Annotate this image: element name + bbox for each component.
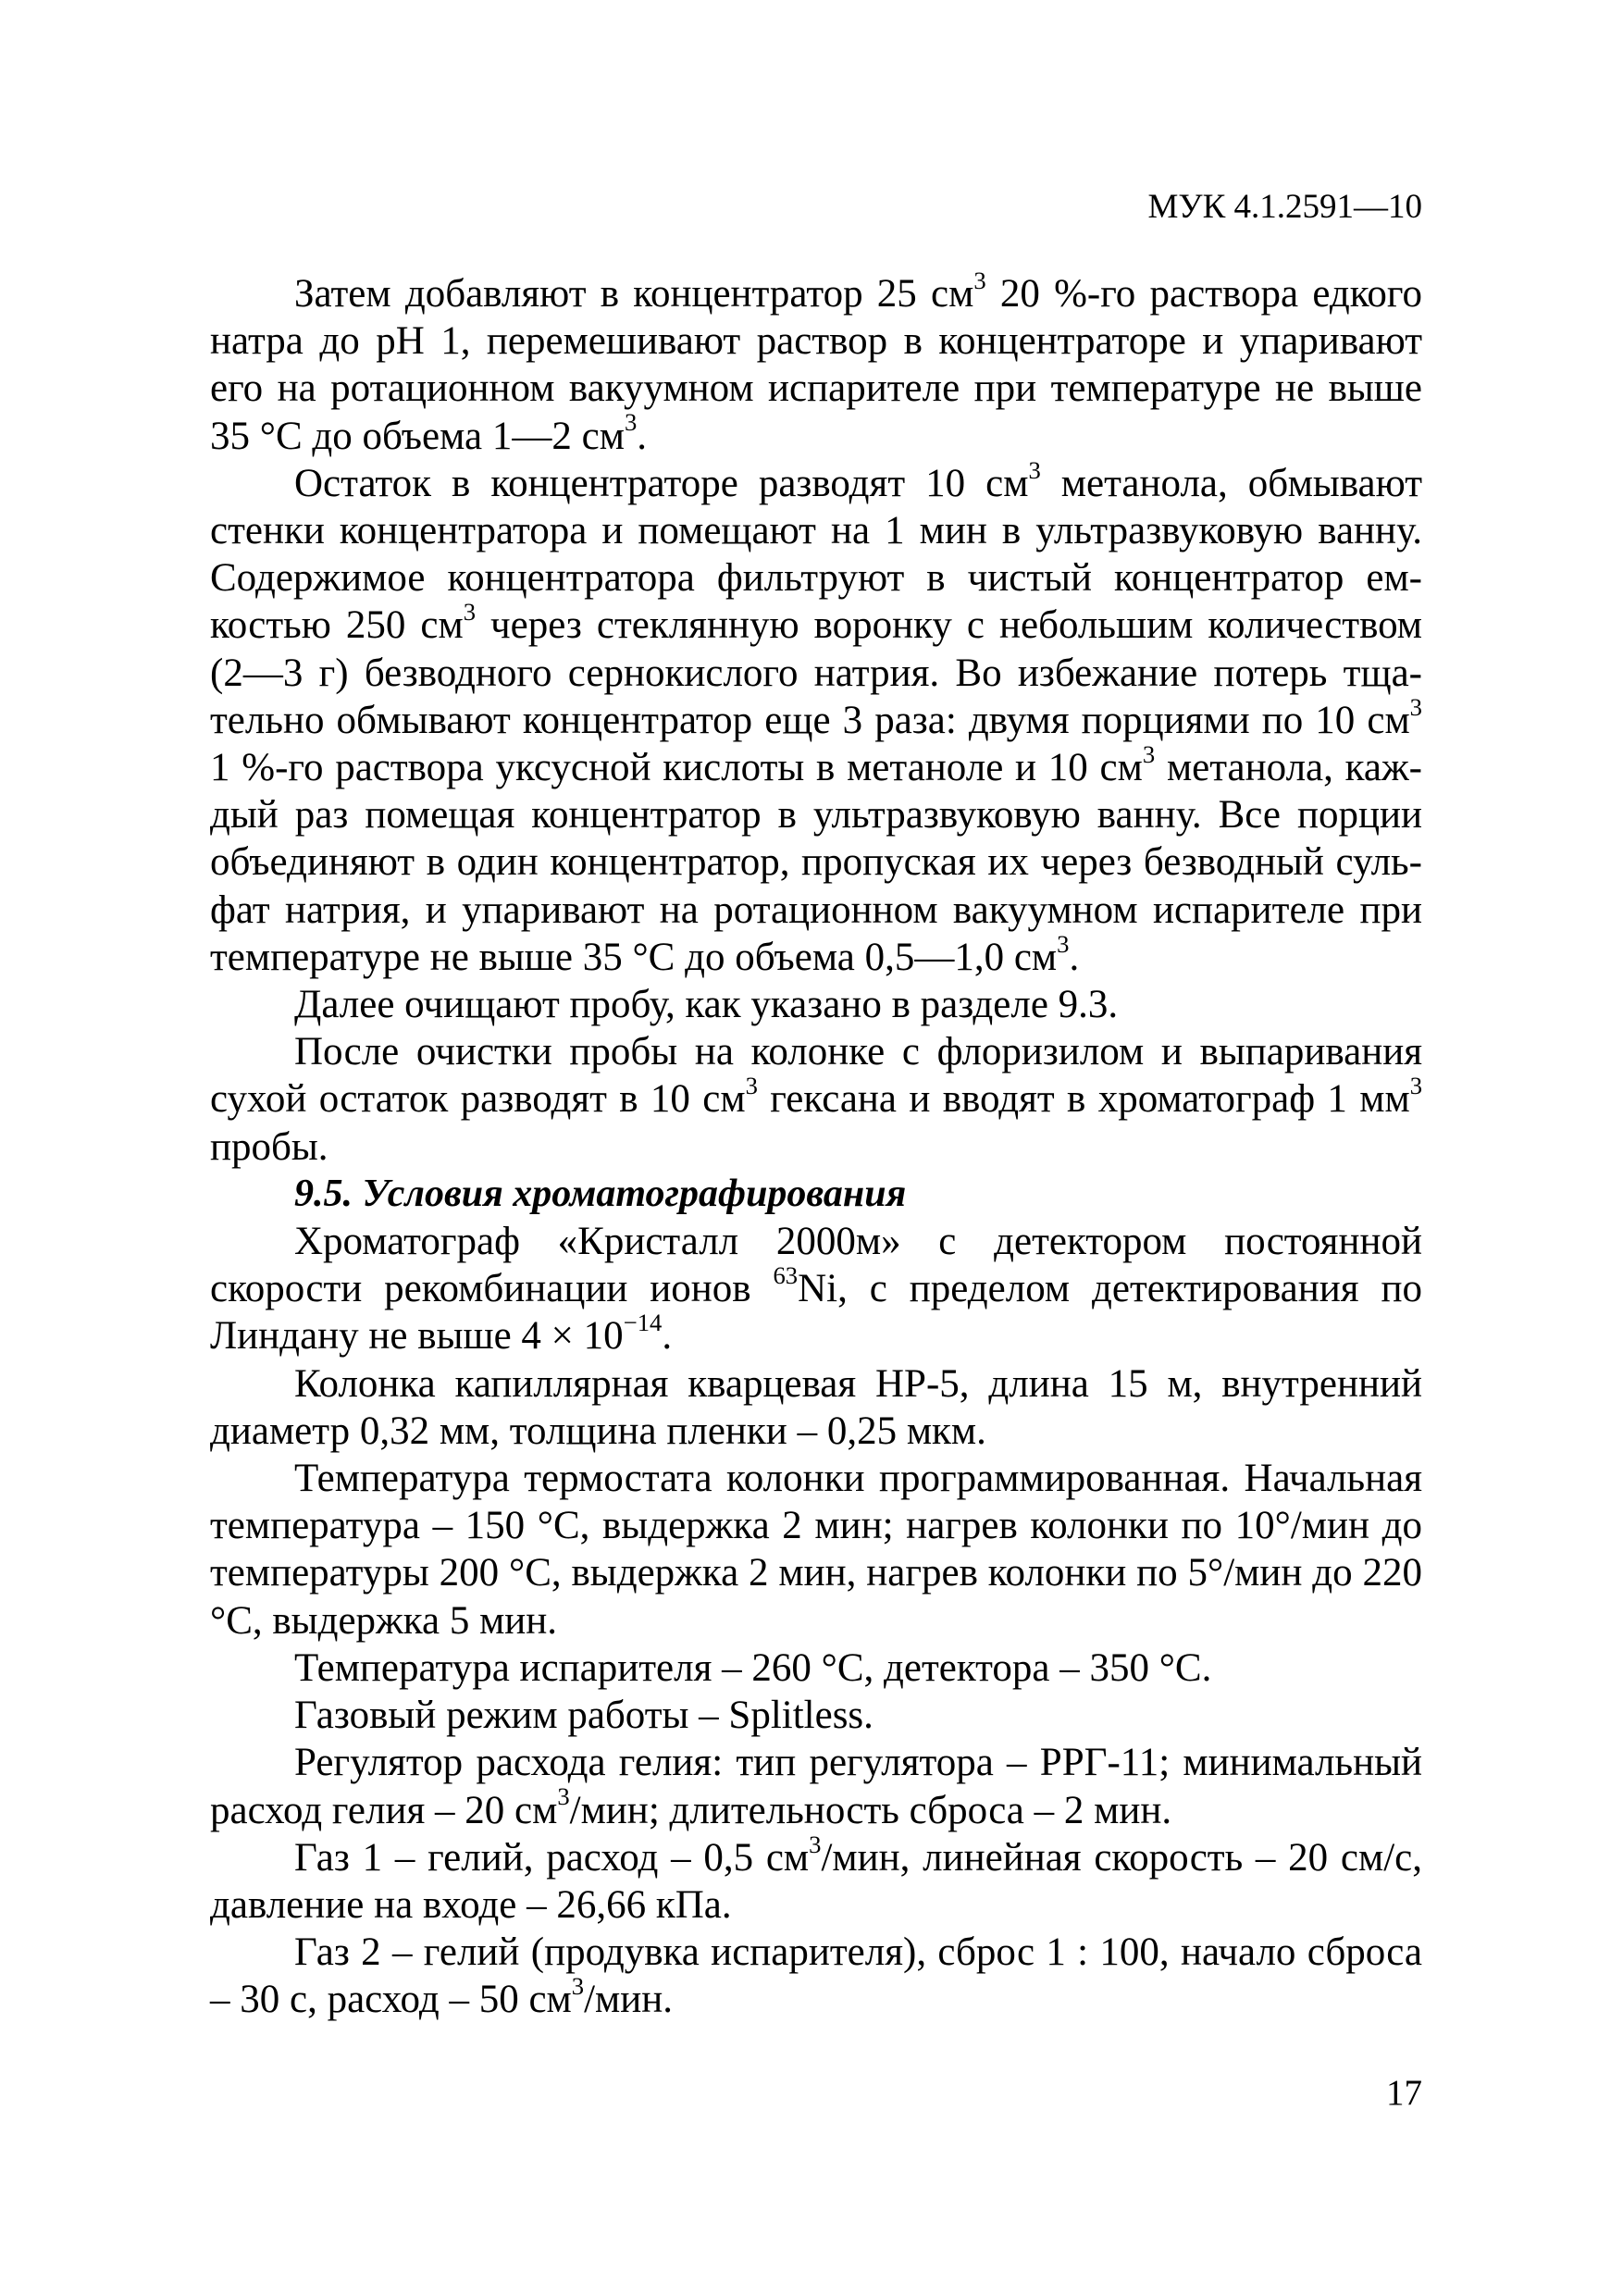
page-body: [210, 266, 1423, 2024]
paragraph-2: Остаток в концентраторе разводят 10 $см^3$ метанола, обмывают стенки концентратора и помещают на 1 мин в ультразвуковую ванну. Содержимое концентратора фильтруют в чистый концентратор емкостью 250 $см^3$ через стеклянную воронку с небольшим количеством (2—3 г) безводного сернокислого натрия. Во избежание потерь тщательно обмывают концентратор еще 3 раза: двумя порциями по 10 $см^3$ 1 %-го раствора уксусной кислоты в метаноле и 10 $см^3$ метанола, каждый раз помещая концентратор в ультразвуковую ванну. Все порции объединяют в один концентратор, пропуская их через безводный сульфат натрия, и упаривают на ротационном вакуумном испарителе при температуре не выше 35 °С до объема 0,5—1,0 $см^3$.: [210, 455, 1422, 979]
paragraph-3: Далее очищают пробу, как указано в разделе 9.3.: [294, 983, 1119, 1027]
paragraph-5: Хроматограф «Кристалл 2000м» с детектором постоянной скорости рекомбинации ионов $^{63}$Ni, с пределом детектирования по Линдану не выше $4 \times 10^{-14}$.: [210, 1220, 1422, 1359]
paragraph-12: Газ 2 – гелий (продувка испарителя), сброс 1 : 100, начало сброса – 30 с, расход – 50 $см^3$/мин.: [210, 1930, 1422, 2022]
page-number: 17: [1386, 2073, 1422, 2113]
paragraph-7: Температура термостата колонки программированная. Начальная температура – 150 °С, выдержка 2 мин; нагрев колонки по 10°/мин до температуры 200 °С, выдержка 2 мин, нагрев колонки по 5°/мин до 220 °С, выдержка 5 мин.: [210, 1457, 1422, 1643]
section-heading: 9.5. Условия хроматографирования: [294, 1172, 907, 1215]
paragraph-8: Температура испарителя – 260 °С, детектора – 350 °С.: [294, 1645, 1212, 1690]
paragraph-9: Газовый режим работы – Splitless.: [294, 1694, 873, 1738]
paragraph-11: Газ 1 – гелий, расход – 0,5 $см^3$/мин, линейная скорость – 20 см/с, давление на входе – 26,66 кПа.: [210, 1830, 1422, 1927]
paragraph-1: Затем добавляют в концентратор 25 $см^3$ 20 %-го раствора едкого натра до pH 1, перемешивают раствор в концентраторе и упаривают его на ротационном вакуумном испарителе при температуре не выше 35 °С до объема 1—2 $см^3$.: [210, 266, 1422, 458]
running-header: МУК 4.1.2591—10: [1147, 188, 1422, 226]
paragraph-10: Регулятор расхода гелия: тип регулятора – РРГ-11; минимальный расход гелия – 20 $см^3$/мин; длительность сброса – 2 мин.: [210, 1741, 1422, 1832]
paragraph-4: После очистки пробы на колонке с флоризилом и выпаривания сухой остаток разводят в 10 $см^3$ гексана и вводят в хроматограф 1 $мм^3$ пробы.: [210, 1030, 1423, 1169]
paragraph-6: Колонка капиллярная кварцевая HP-5, длина 15 м, внутренний диаметр 0,32 мм, толщина пленки – 0,25 мкм.: [210, 1361, 1422, 1453]
